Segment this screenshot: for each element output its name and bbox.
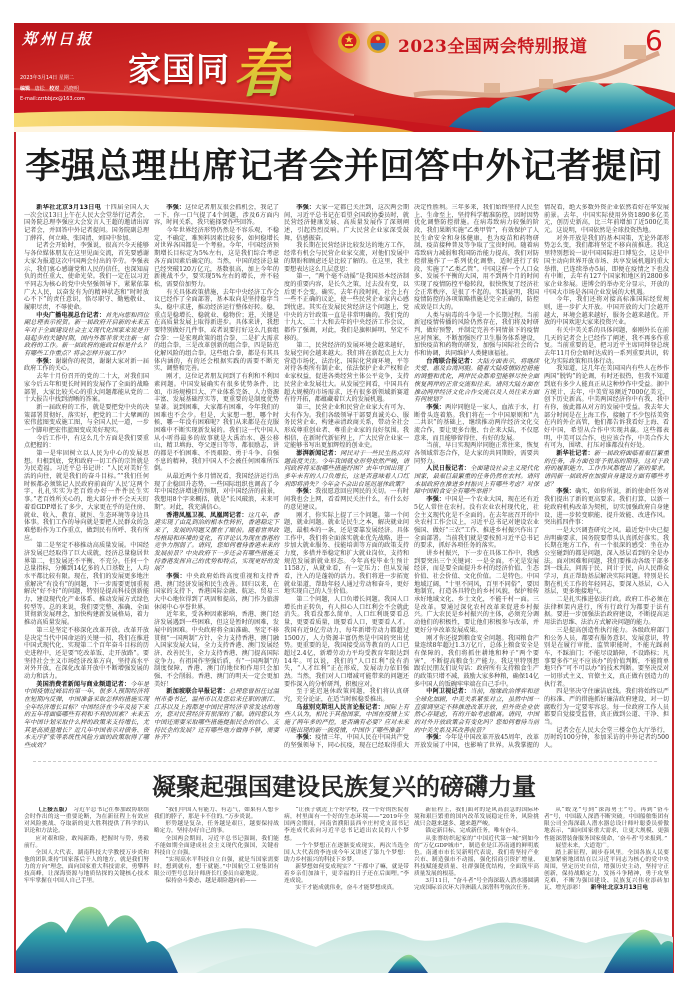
paragraph-text: 谢谢你的祝贺，谢谢大家对新一届政府工作的关心。: [24, 357, 149, 373]
answer-paragraph: [414, 404, 539, 442]
paragraph-text: 第二个问题，人口负增长问题。我国人口增长由正转负，有人担心人口红利会不会就此消失。我看没那么简单，人口红利既要看总量，更要看质量，既要看人口，更要看人才。我国有近9亿劳动力，每年新增劳动力都超过1500万，人力资源丰富仍然是中国的突出优势。更重要的是，我国接受高等教育的人口已超过2.4亿，新增劳动力平均受教育年限达到14年。可以说，我们的“人口红利”没有消失，“人才红利”正在形成，发展动力依旧强劲。当然，我们对人口增减可能带来的问题还要作深入的分析研判，积极应对。: [284, 596, 409, 688]
body-paragraph: [284, 242, 409, 273]
paragraph-text: 这位记者朋友很会抓机会，我记了一下，你一口气提了4个问题，涉及6方面内容，时间关系，我只能择要作些回答。: [154, 204, 279, 227]
paragraph-text: 从最近两个多月情况看，我国经济运行出现了企稳回升态势，一些国际组织也调高了今年中国经济增速的预期，对中国经济的前景，我想用8个字来概括，就是“长风破浪，未来可期”。对此，我充满信心。: [154, 473, 279, 511]
body-paragraph: [24, 627, 149, 681]
paragraph-text: 应对艰和险，敢闯新路，把握时与势，勇毅前行。: [24, 835, 149, 849]
paragraph-text: 刚才，你实际上提了三个问题。第一个问题，就业问题。就业是民生之本，解决就业问题，最根本的一条，还是要靠发展经济。具体工作中，我们将全面落实就业优先战略，进一步加大就业服务、技能培训等方面的政策支持力度，多措并举稳定和扩大就业岗位，支持和规范发展新就业形态。今年高校毕业生预计1158万，从就业看，有一定压力；但从发展看，注入的是蓬勃的活力。我们将进一步拓宽就业渠道，帮助年轻人通过劳动和奋斗，更好地实现自己的人生价值。: [284, 511, 409, 596]
body-paragraph: [154, 611, 279, 688]
paragraph-text: 踏上新征程，阔步春风里。全国各族人民要更加紧密地团结在以习近平同志为核心的党中央周围，坚定历史自信，增强历史主动，坚持守正创新，保持战略定力，发扬斗争精神，勇于攻坚克难，不断为强国建设、民族复兴伟业添砖加瓦、增光添彩！: [544, 849, 669, 892]
body-paragraph: [284, 885, 409, 892]
paragraph-text: 中央政府始终高度重视和支持香港、澳门经济发展和民生改善。回归以来，在国家的支持下，香港国际金融、航运、贸易三大中心地位得到了巩固和提高，澳门作为旅游休闲中心享誉世界。: [154, 573, 279, 611]
body-paragraph: [154, 857, 279, 878]
body-paragraph: [414, 878, 539, 892]
paragraph-text: 我长期在民营经济比较发达的地方工作，经常有机会与民营企业家交流，对他们发展中的期盼和顾虑还是比较了解的。在这里，我主要想表达这么几层意思：: [284, 242, 409, 273]
paragraph-text: 三是提高创造性执行能力。各级政府部门和公务人员，都要有服务意识、发展意识，特别是在履行审批、监管职能时，不能光踩刹车，不踩油门；不能尽设路障，不设路标；凡事要多作“应不应该办”的价值判断，不能简单地只作“可不可以办”的技术判断。要坚决反对一切形式主义、官僚主义，真正做有创造力的执行者。: [544, 626, 669, 688]
page-number: 6: [645, 24, 663, 57]
paragraph-text: 今后工作中，有这么几个方面是我们要重点把握的：: [24, 434, 149, 450]
speaker-label: 李强：: [426, 403, 446, 411]
body-paragraph: [284, 404, 409, 450]
body-paragraph: [154, 373, 279, 473]
paragraph-text: 至于延迟退休政策问题，我们将认真研究，充分论证，在适当时候稳妥推出。: [284, 688, 409, 703]
paragraph-text: 网民对于一些民生热点问题高度关注。今年我国就业形势依然严峻，请问政府将采取哪些措施纾困？去年中国出现了多年未有的人口负增长，这是否意味着人口红利即将消失？今年会不会出台延迟退休政策？: [284, 450, 409, 488]
body-paragraph: [24, 542, 149, 627]
paragraph-text: 习近平总书记在参加政协联组会时作出的这一重要论断，为在新征程上有效应对风险挑战、夺取新的更大胜利提供了科学的认识论和方法论。: [24, 807, 150, 835]
paragraph-text: 第一是牢固树立以人民为中心的发展思想。归根到底，党和政府一切工作的宗旨就是为民造福。习近平总书记讲：“人民对美好生活的向往，就是我们的奋斗目标。”“我们任何时候都必须铭记人民政府前面的‘人民’这两个字，扎扎实实为老百姓办好一件件民生实事。”老百姓所关心的，绝大部分并不会天天盯着看GDP增长了多少，大家更在乎的是住房、就业、收入、教育、就医、生态环境等身边具体事。我们工作的导向就是要把人民群众的急难愁盼作为工作重点，做到民有所呼、我有所应。: [24, 450, 149, 542]
editor-line: [20, 84, 85, 95]
paragraph-text: 全国两会期间，习近平总书记强调，我们能不能如期全面建成社会主义现代化强国，关键看科技自立自强。: [154, 835, 279, 856]
paragraph-text: 大家一定都已关注到，这次两会期间，习近平总书记在看望全国政协委员时，就民营经济健康发展、高质量发展作了深刻阐述，引起热烈反响。广大民营企业家深受鼓舞，倍感振奋。: [284, 204, 409, 242]
paragraph-text: 锚定新目标，完成新任务，唯有奋斗。: [425, 828, 523, 835]
body-paragraph: [154, 878, 279, 885]
main-article-body: [24, 204, 669, 754]
body-paragraph: [24, 850, 149, 886]
body-paragraph: [154, 836, 279, 857]
question-paragraph: [414, 358, 539, 404]
mountain-cluster-left: [16, 907, 178, 973]
main-headline: 李强总理出席记者会并回答中外记者提问: [25, 147, 663, 187]
paragraph-text: “让孩子就近上个好学校，找一个好的医院看病，村里面有一个好的生态环境——”2019年全国两会期间，河南省濮阳县西辛庄村党支部书记李连成代表向习近平总书记道出农民的八个梦想。: [284, 807, 409, 842]
paragraph-text: 第二，民营经济的发展环境会越来越好，发展空间会越来越大。我们将在新起点上大力营造市场化、法治化、国际化营商环境，平等对待各类所有制企业，依法保护企业产权和企业家权益，促进各类经营主体公平竞争，支持民营企业发展壮大。从发展空间看，中国具有超大规模的市场需求，还有很多新领域新赛道有待开拓，都蕴藏着巨大的发展机遇。: [284, 342, 409, 404]
paragraph-text: 今年是中国改革开放45周年，改革开放发展了中国，也影响了世界。从我掌握的情况看，绝大多数外资企业依然看好在华发展前景。去年，中国实际使用外资1890多亿美元，创历史新高，比三年前增加了近500亿美元。这说明，中国依然是全球投资热地。: [414, 204, 669, 750]
body-paragraph: [544, 296, 669, 327]
issue-info: [20, 73, 85, 105]
paragraph-text: 总理您曾担任过温州市委书记，温州市以及您后来任职的浙江、江苏以及上海都是中国民营经济非常发达的地方，您对民营经济有很深的了解。请问您认为中国还需要采取哪些措施提振民企的信心、支持民企的发展？还有哪些地方做得不够，需要补齐？: [154, 688, 279, 742]
paragraph-text: 刚才你还提到粮食安全问题。我国粮食产量连续8年超过1.3万亿斤，总体上粮食安全是有保障的，我们将抓住耕地和种子“两个要害”，不断提高粮食生产能力。我这里特别想跟农民朋友们说句话：政府所有支持粮食生产的政策只增不减，鼓励大家多种粮，确保14亿多中国人的饭碗牢牢端在自己手中。: [414, 634, 539, 688]
paragraph-text: 新一届政府的工作，就是要把党中央的决策部署贯彻好、落实好，把党的二十大擘画的宏伟蓝图变成施工图，与全国人民一道，一步一个脚印把宏伟蓝图变成美好现实。: [24, 403, 149, 434]
section-title: 家国同: [128, 50, 230, 89]
paragraph-text: 首先向您和四位副总理表示祝贺。新一届政府开启新的未来五年对于全面建设社会主义现代化国家来说是开局起步的关键时期，国内外都非常关注新一届政府的工作。新一届政府的施政目标是什么？有哪些工作重点？将会怎样开展工作？: [24, 311, 149, 358]
body-paragraph: [24, 435, 149, 450]
email-address: E-mail:zzrbbjzx@163.com: [20, 96, 85, 102]
body-paragraph: [284, 596, 409, 688]
question-paragraph: [24, 312, 149, 358]
speaker-label: 李强：: [296, 204, 316, 211]
body-paragraph: [544, 688, 669, 726]
body-paragraph: [284, 342, 409, 404]
body-paragraph: [544, 843, 669, 850]
paragraph-text: 人类与病毒的斗争是一个长期过程。当前新冠疫情传播的风险仍然存在，我们将及时研判，做好预警，并制定完善不同情景下的疫情应对预案，不断加强医疗卫生服务体系建设，加快疫苗和药物的研发，加强与国际社会的合作和协调，共同维护人类健康福祉。: [414, 311, 539, 358]
body-paragraph: [414, 635, 539, 689]
paragraph-text: 这几年，香港实现了由乱到治的根本性转折，香港稳定下来了，发展的问题又摆在了眼前。随着世界政经格局和环境的变化，有评论认为现在香港的竞争力削弱了。请问，您如何看待香港未来的发展前景？中央政府下一步还会有哪些措施支持香港发挥自己的优势和特点，实现更好的发展？: [154, 511, 279, 573]
speaker-label: 新加坡联合早报记者：: [166, 688, 229, 696]
body-paragraph: [544, 527, 669, 596]
paragraph-text: 实干才能成就伟业，奋斗才能梦想成真。: [295, 885, 398, 892]
dateline-paragraph: [24, 807, 149, 836]
speaker-label: 李强：: [426, 496, 446, 504]
answer-paragraph: [24, 358, 149, 373]
speaker-label: 新华社记者：: [556, 450, 594, 457]
speaker-label: 李强：: [296, 488, 316, 496]
speaker-label: 中央广播电视总台记者：: [36, 311, 106, 319]
question-paragraph: [284, 704, 409, 735]
paragraph-text: 去年十月份召开的党的二十大，对我们国家今后五年和更长时间的发展作了全面的战略部署，大家比较关心的重大问题都能从党的二十大报告中找到清晰的答案。: [24, 373, 149, 404]
paragraph-text: 第三是坚定不移深化改革开放。改革开放是决定当代中国命运的关键一招，我们在推进中国式现代化、实现第二个百年奋斗目标的历史进程中，还是要“吃改革饭、走开放路”。要坚持社会主义市场经济改革方向，坚持高水平对外开放，在深化改革开放中不断增强发展的动力和活力。: [24, 626, 149, 680]
paragraph-text: 当前，早日实现两岸同胞正常往来，恢复各领域常态合作，是大家的共同期盼，需要共同努力。: [414, 442, 539, 465]
body-paragraph: [24, 450, 149, 542]
paragraph-text: 形势越是复杂，任务越是艰巨，越要保持战略定力，坚持办好自己的事。: [154, 821, 279, 835]
body-paragraph: [414, 550, 539, 635]
editor-name: 唐松: [34, 85, 45, 92]
body-paragraph: [24, 404, 149, 435]
paragraph-text: 展望未来，大道宽广。: [555, 842, 613, 849]
body-paragraph: [284, 843, 409, 864]
paragraph-text: 一个个梦想正在逐渐变成现实，两次当选全国人大代表的李连成今年又讲述了第九个梦想：助力乡村振兴的科技下乡梦。: [284, 842, 409, 863]
paragraph-text: 记者会在人民大会堂三楼金色大厅举行，历时约100分钟，参加采访的中外记者约500人。: [544, 726, 669, 750]
body-paragraph: [544, 235, 669, 297]
special-report-title: 2023全国两会特别报道: [398, 37, 588, 57]
secondary-headline: 凝聚起强国建设民族复兴的磅礴力量: [152, 773, 536, 801]
paragraph-text: 今年世界经济形势仍然是不容乐观，不稳定、不确定、难预料因素比较多，如何稳增长对世界各国都是一个考验。今年，中国经济预期增长目标定为5%左右，这是我们综合考虑各方面因素后确定的。当然，中国的经济总量已经突破120万亿元，基数很高，加上今年的新挑战不少，要实现5%左右的增长，并不轻松，需要倍加努力。: [154, 227, 279, 288]
paragraph-text: 确实，如你所说，新的使命任务对我们提出了新的更高要求。我们打算，以新一轮政府机构改革为契机，切实加强政府自身建设，进一步转变职能、提升效能、改进作风。突出抓四件事：: [544, 488, 669, 527]
paragraph-text: “我们中国人有能力、有志气，如果有人想卡我们的脖子，那是卡不住的。”万步炎说。: [154, 807, 279, 821]
paragraph-text: 十四届全国人大一次会议13日上午在人民大会堂举行记者会，国务院总理李强应大会发言人王超的邀请出席记者会，并回答中外记者提问。国务院副总理丁薛祥、何立峰、张国清、刘国中参加。: [24, 204, 149, 242]
question-paragraph: [284, 450, 409, 488]
body-paragraph: [414, 807, 539, 828]
body-paragraph: [544, 365, 669, 450]
answer-paragraph: [154, 573, 279, 611]
paragraph-text: 一是大兴调查研究之风。最近党中央已提出明确要求，国务院要带头认真抓好落实。我长期在地方工作，有一个很深的感受：坐在办公室碰到的都是问题，深入基层看到的全是办法。面对困难和问题，我们要推动各级干部多到一线去，问需于民、问计于民，向人民群众学习，真正帮助基层解决实际问题。特别是长期在机关工作的年轻同志，要深入基层，心入基层，更多地接地气。: [544, 526, 669, 596]
answer-paragraph: [154, 204, 279, 227]
secondary-article-body: [24, 807, 669, 895]
body-paragraph: [284, 512, 409, 597]
speaker-label: 乌兹别克斯坦人民言论报记者：: [296, 703, 385, 711]
body-paragraph: [24, 242, 149, 311]
lead-label: （上接五版）: [35, 807, 71, 813]
answer-paragraph: [284, 204, 409, 242]
body-paragraph: [284, 864, 409, 885]
paragraph-text: 3月11日，“奋斗者”号全海深载人潜水器圆满完成国际首次环大洋洲载人深潜科考航次任务。: [414, 878, 539, 892]
proofreader-name: 冯晓明: [63, 85, 79, 92]
body-paragraph: [544, 850, 669, 893]
paragraph-text: 我知道，这几年在美国国内有些人在炒作两国“脱钩”的论调，有时还很热，但我不知道到底有多少人能真正从这种炒作中受益。据中方统计，去年，中美贸易额近7000亿美元，创下历史新高。中美两国经济你中有我、我中有你，彼此都从对方的发展中受益。我去年大部分时间是在上海工作，接触了不少包括美资在内的外企高管，他们都告诉我看好上海、看好中国，希望从合作中实现共赢。这些都表明，中美可以合作，也应该合作，中美合作大有可为，围堵、打压对谁都没有好处。: [544, 365, 669, 450]
body-paragraph: [544, 596, 669, 627]
body-paragraph: [284, 273, 409, 342]
page-banner: [14, 23, 675, 132]
paragraph-text: 中国是一个农业大国，现在还有近5亿人常住在农村。没有农业农村现代化，社会主义现代化是不全面的。在去年底召开的中央农村工作会议上，习近平总书记对建设农业强国、做好“三农”工作、推进乡村振兴作出了全面部署。当前我们就是要按照习近平总书记的要求，抓好各项任务的落实。: [414, 496, 539, 550]
paragraph-text: 大陆方面表示，将继续关爱、惠及台湾同胞。随着大陆疫情防控措施的调整和优化，两岸民众都希望能够尽快全面恢复两岸的正常交流和往来。请问大陆方面在推动两岸经济文化合作交流以及人员往来方面有何规划？: [414, 357, 539, 404]
paragraph-text: 我很愿意回应网民的关切。一有时间我也会上网，看看网民关注什么，有什么好的意见建议。: [284, 488, 409, 511]
paragraph-text: “实现高水平科技自立自强，就是当国家需要时，想到就有，想干就能。”中国航空工业集团有限公司型号总设计师唐长红委员自豪地说。: [154, 856, 279, 878]
question-paragraph: [414, 465, 539, 496]
section-title-accent: 春: [233, 24, 291, 108]
speaker-label: 李强：: [296, 734, 316, 742]
paragraph-text: 保持奋斗姿态，越是艰险越向前——: [165, 878, 257, 885]
body-paragraph: [154, 821, 279, 835]
speaker-label: 李强：: [166, 573, 187, 580]
speaker-label: 中阿卫视记者：: [426, 688, 471, 696]
paragraph-text: 记者会开始时，李强说，很高兴今天能够与各位媒体朋友在这里见面交流，首先要感谢大家为报道这次中国两会付出的辛劳。李强表示，我们衷心感谢党和人民的信任，也深知肩负的责任重大、使命光荣。我们一定在以习近平同志为核心的党中央坚强领导下，紧紧依靠广大人民，以奋发有为的精神状态和“时时放心不下”的责任意识，恪尽职守、勤勉敬业、履职尽责，不辱使命。: [24, 242, 149, 311]
speaker-label: 香港凤凰卫视、凤凰网记者：: [166, 511, 248, 519]
paragraph-text: 二是扎实推进依法行政。政府工作必须在法律框架内进行，所有行政行为都要于法有据。要进一步加强法治政府建设，不断提高运用法治思维、法治方式解决问题的能力。: [544, 596, 669, 627]
body-paragraph: [154, 289, 279, 374]
speaker-label: 李强：: [166, 204, 186, 211]
body-paragraph: [24, 373, 149, 404]
paragraph-text: 四是坚决守住廉洁底线。我们将始终以严的标准、严的措施抓好廉洁政府建设，对一切腐败行为一定要零容忍。每一位政府工作人员都要自觉接受监督，真正做到公道、干净、担当。: [544, 688, 669, 727]
cppcc-emblem-icon: [367, 31, 389, 53]
body-paragraph: [154, 227, 279, 289]
body-paragraph: [544, 807, 669, 843]
speaker-label: 美国消费者新闻与商业频道记者：: [36, 680, 131, 688]
speaker-label: 人民日报记者：: [426, 465, 471, 473]
paragraph-text: 有关中美关系的具体问题，秦刚外长在前几天的记者会上已经作了阐述，我不再多作重复。当前重要的是，把习近平主席同拜登总统去年11月份会晤时达成的一系列重要共识，转化为实际政策和具体行动。: [544, 327, 669, 365]
body-paragraph: [24, 836, 149, 850]
paragraph-text: 疫情三年，中国人民在中国共产党的坚强领导下，同心抗疫，现在已经取得重大决定性胜利。三年多来，我们始终坚持人民至上、生命至上，坚持科学精准防控，因时因势优化调整防控措施。在病毒致病力较强的阶段，我们果断实施“乙类甲管”，有效保护了人民生命安全和身体健康，也为疫苗和药物研制、疫苗接种普及等争取了宝贵时间。随着病毒致病力减弱和我国防治能力提高，我们对防控措施作了一系列优化调整，适时进行了转段，实施了“乙类乙管”。中国这样一个人口众多、发展不平衡的大国，用不到两个月的时间实现了疫情防控平稳转段，很快恢复了经济社会正常秩序，是很了不起的。实践证明，我国疫情防控的各项策略措施是完全正确的，防控成效是巨大的。: [284, 204, 539, 750]
paragraph-text: 今年是中国疫情过峰后的第一年，很多人预期经济将在短期内反弹，中国准备采取怎样的措施实现全年经济增长目标？中国经济在今年及接下来的五年将面临哪些有利和不利的因素？未来五年中国计划采取什么样的政策来支持增长，尤其是高质量增长？近几年中国表示对债务、资本无序扩张等系统性风险方面的政策取得了哪些成效？: [24, 680, 149, 750]
paragraph-text: 对外开放是我们的基本国策，无论外部形势怎么变，我们都将坚定不移向前推进。我这里特别想说一说中国国际进口博览会，这是中国主动向世界开放市场、共享发展机遇的重大举措，已连续举办5届，即便在疫情之下也没有中断，去年有127个国家和地区的2800多家企业参展。进博会的举办充分显示，开放的中国大市场是各国企业发展的大机遇。: [544, 234, 669, 296]
speaker-label: 李强：: [556, 488, 576, 496]
proofreader-label: 校对: [49, 85, 60, 92]
paragraph-text: 第三，民营企业和民营企业家大有可为、大有作为。我们各级领导干部要真诚关心、服务民营企业，构建亲清政商关系，带动全社会形成尊重创业者、尊重企业家的良好氛围。我相信，在新时代新征程上，广大民营企业家一定能够书写出更加辉煌的创业史。: [284, 403, 409, 450]
paragraph-text: 新一届政府面临着艰巨繁重的任务，各方面也寄予很高的期待，这对于政府的履职能力、工作作风都提出了新的要求。请问新一届政府在加强自身建设方面有哪些考虑？: [544, 450, 669, 488]
editor-label: 编辑: [20, 85, 31, 92]
question-paragraph: [154, 688, 279, 742]
paragraph-text: 近年来，受各种因素影响，香港、澳门经济发展遇到一些困难，但这是暂时的困难，发展中的困难。中央政府将全面准确、坚定不移贯彻“一国两制”方针，全力支持香港、澳门融入国家发展大局，全力支持香港、澳门发展经济、改善民生，全力支持香港、澳门提高国际竞争力。有祖国作坚强后盾，有“一国两制”的制度保障，香港、澳门的地位和作用只会加强、不会削弱。香港、澳门的明天一定会更加美好！: [154, 611, 279, 688]
body-paragraph: [544, 627, 669, 689]
body-paragraph: [284, 807, 409, 843]
paragraph-text: 新梦想如何变成现实？“干都中了嘛，就是带着乡亲们加油干，更幸福的日子还在后面哩。”李连成说。: [284, 864, 409, 885]
dateline-paragraph: [24, 204, 149, 242]
speaker-label: 台湾联合报记者：: [426, 357, 477, 365]
answer-paragraph: [284, 488, 409, 511]
body-paragraph: [284, 688, 409, 703]
issue-date: 2023年3月14日 星期二: [20, 75, 74, 81]
paragraph-text: 全面建设社会主义现代化国家，最艰巨最繁重的任务仍然在农村。请问本届政府在推进乡村振兴上有哪些考虑？对保障中国粮食安全有哪些举措？: [414, 465, 539, 496]
article-divider: [33, 761, 657, 762]
emblems: [337, 30, 397, 56]
body-paragraph: [414, 828, 539, 835]
body-paragraph: [154, 807, 279, 821]
paragraph-text: 刚才，这位记者朋友问到了有利和不利因素问题。中国发展确实有很多优势条件，比如，市场规模巨大、产业体系完备、人力资源丰富、发展基础厚实等，更重要的是制度优势显著。说到困难，大家都有困难，今年我们的困难也不会少。但是，大家想一想，哪个时候、哪一年没有困难呢？我们从来都是在克服困难中不断实现新发展的。我们这一代中国人从小听得最多的故事就是大禹治水、愚公移山、精卫填海、夸父逐日等等，都很励志，讲的都是不怕困难、不畏艰险、勇于斗争、自强不息的精神，我们中国人不会被任何困难所压倒。: [154, 373, 279, 473]
body-paragraph: [414, 442, 539, 465]
lead-label: 新华社北京3月13日电: [36, 204, 102, 211]
body-paragraph: [414, 836, 539, 879]
speaker-label: 澎湃新闻记者：: [296, 450, 341, 457]
national-emblem-icon: [338, 31, 360, 53]
paragraph-text: 全国人大代表、湖南科技大学教授万步炎和他的团队秉持“国家落后于人的地方，就是我们努力的方向”理念，面向国家重大科技需求，勇攀科技高峰，让深海资源与地质钻探的关键核心技术牢牢掌握在中国人自己手里。: [24, 849, 149, 885]
paragraph-text: 第一，“两个毫不动摇”是我国基本经济制度的重要内容，是长久之策，过去没有变，以后更不会变。确实，去年有段时间，社会上有一些不正确的议论，使一些民营企业家内心感到忧虑。其实在发展民营经济这个问题上，党中央的方针政策一直是非常明确的。我们党的十九大、二十大和去年的中央经济工作会议，都作了强调，对此，我们是旗帜鲜明、坚定不移的。: [284, 273, 409, 342]
landscape-illustration: [16, 893, 673, 973]
answer-paragraph: [544, 488, 669, 526]
speaker-label: 李强：: [36, 357, 56, 365]
body-paragraph: [544, 727, 669, 750]
body-paragraph: [414, 312, 539, 358]
paragraph-text: 今年，我们还将对接高标准国际经贸规则，进一步扩大开放。中国开放的大门会越开越大，环境会越来越好，服务会越来越优。开放的中国欢迎大家来投资兴业。: [544, 296, 669, 327]
paragraph-text: 当前，地缘政治博弈和逆全球化加剧，中美关系紧张对立，虽然中国一直强调坚定不移推进改革开放，但外资企业依然心存疑虑，有的开始考虑撤离。请问，中国的对外开放政策会有变化吗？您如何看待当前的中美关系及其改善前景？: [414, 688, 539, 734]
paragraph-text: 从“蛟龙”号到“深海勇士”号，再到“奋斗者”号，中国载人深潜不断突破。中国船舶集团有限公司全海深载人潜水器总设计师叶聪委员骄傲地表示，“面向国家重大需求，让更大规模、更强性能深潜装备服务国家使命，‘奋斗者’号来报到。”: [544, 807, 669, 842]
answer-paragraph: [414, 496, 539, 550]
paragraph-text: 有关具体政策措施，去年中央经济工作会议已经作了全面部署，基本取向是坚持稳字当头、稳中求进，推动经济运行整体好转。稳，重点是稳增长、稳就业、稳物价；进，关键是在高质量发展上取得新进步。具体来讲，我想要特别做好几件事，或者说要打好这么几套组合拳：一是宏观政策的组合拳，二是扩大需求的组合拳，三是改革创新的组合拳，四是防范化解风险的组合拳。这些组合拳，都是有其具体内涵的，有的还会根据实践的需要不断充实、调整和完善。: [154, 288, 279, 373]
body-paragraph: [154, 473, 279, 511]
question-paragraph: [154, 512, 279, 574]
dateline-tail: 新华社北京3月13日电: [590, 885, 649, 892]
paragraph-text: 两岸同胞是一家人，血浓于水，打断骨头连着筋。我们将在一个中国原则和“九二共识”的基础上，继续推动两岸经济文化交流合作，要让更多台胞、台企来大陆，不仅愿意来，而且能够留得住、有好的发展。: [414, 403, 539, 442]
paragraph-text: 第二是坚定不移推动高质量发展。中国经济发展已经取得了巨大成就，经济总量稳居世界第二，但发展还不平衡、不充分。任何一个总量指标，分摊到14亿多的人口基数上，人均水平都比较有限。现在，我们的发展更多地注重解决“有没有”的问题，下一步需要更加重视解决“好不好”的问题，特别是提高科技创新能力、建设现代化产业体系、推动发展方式绿色转型等。总的来说，我们要完整、准确、全面贯彻新发展理念，加快构建新发展格局，着力推动高质量发展。: [24, 542, 149, 627]
paragraph-text: 新征程上，我们面对的是风高浪急的国际环境和艰巨繁重的国内改革发展稳定任务，风险挑战只会越来越多、越来越严峻。: [414, 807, 539, 828]
paragraph-text: 国际上有些人认为，相比于其他国家，中国在疫情上实施了两年多的严控，是否确有必要？应对未来可能出现的新一波疫情，中国作了哪些准备？: [284, 703, 409, 734]
speaker-label: 李强：: [426, 734, 445, 742]
paragraph-text: 讲乡村振兴，下一步在具体工作中，我感到要突出三个关键词：一是全面。不光是发展经济，而是要全面提升乡村的经济价值、生态价值、社会价值、文化价值。二是特色。中国地域辽阔，“十里不同风，百里不同俗”，要因地制宜，打造各具特色的乡村风貌，保护和传承好地域文化、乡土文化，不能千村一面。三是改革。要通过深化农村改革来促进乡村振兴。广大农民是乡村振兴的主体，必须充分调动他们的积极性，要让他们积极参与改革，并更好分享改革发展成果。: [414, 549, 539, 634]
question-paragraph: [24, 681, 149, 750]
paragraph-text: 从张謇纺织起家的“中国近代第一城”到如今的“万亿GDP城市”，制造业是江苏南通的鲜明底色。南通市市长吴新明代表说，我们将坚持产业兴市、制造强市不动摇，强化招商引资扩增量、科技赋能提质量、壮群强链优结构，全面筑牢高质量发展的根基。: [414, 835, 539, 878]
question-paragraph: [544, 450, 669, 488]
question-paragraph: [414, 688, 539, 734]
paper-logo: 郑州日报: [22, 30, 95, 48]
body-paragraph: [544, 327, 669, 365]
